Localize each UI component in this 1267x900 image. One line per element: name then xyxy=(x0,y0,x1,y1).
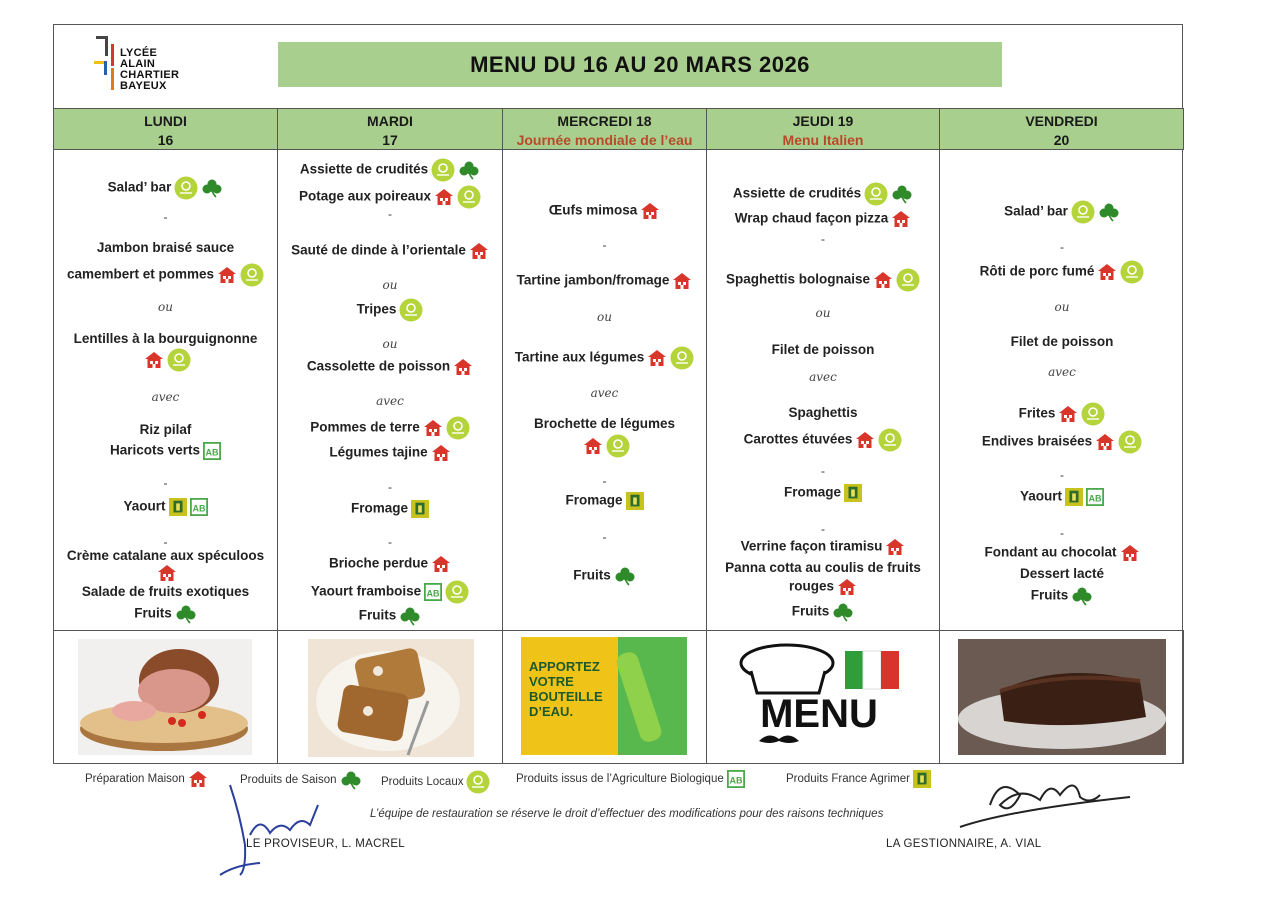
conjunction: ou xyxy=(1054,300,1070,314)
menu-item: Assiette de crudités xyxy=(278,158,502,182)
local-product-icon xyxy=(1081,402,1105,426)
menu-item: Dessert lacté xyxy=(1019,566,1105,581)
image-cell-monday xyxy=(53,631,277,763)
menu-item: Fromage xyxy=(707,484,939,502)
chocolate-cake-photo-image xyxy=(940,631,1184,763)
school-line-4: BAYEUX xyxy=(120,80,167,92)
menu-item: Œufs mimosa xyxy=(503,202,706,220)
menu-item: Brioche perdue xyxy=(278,555,502,573)
menu-item: Yaourt xyxy=(940,488,1184,506)
menu-item: Tartine jambon/fromage xyxy=(503,272,706,290)
menu-item: Filet de poisson xyxy=(1010,334,1114,349)
house-icon xyxy=(1120,544,1140,562)
menu-item: Tripes xyxy=(278,298,502,322)
menu-item: Rôti de porc fumé xyxy=(940,260,1184,284)
menu-item: Salad’ bar xyxy=(54,176,277,200)
image-cell-wednesday xyxy=(502,631,706,763)
day-date: 20 xyxy=(1053,132,1070,148)
local-product-icon xyxy=(174,176,198,200)
day-theme: Journée mondiale de l’eau xyxy=(516,132,693,148)
menu-item: Haricots verts xyxy=(54,442,277,460)
house-icon xyxy=(837,578,857,596)
conjunction: avec xyxy=(1048,365,1076,379)
house-icon xyxy=(434,188,454,206)
clover-icon xyxy=(614,566,636,586)
menu-item: Brochette de légumes xyxy=(533,416,676,431)
menu-word: MENU xyxy=(760,692,878,736)
image-cell-thursday xyxy=(706,631,939,763)
menu-item: Fruits xyxy=(503,566,706,586)
local-product-icon xyxy=(445,580,469,604)
poster-line-2: VOTRE xyxy=(529,674,574,689)
menu-item: Sauté de dinde à l’orientale xyxy=(278,242,502,260)
local-product-icon xyxy=(896,268,920,292)
menu-item: Potage aux poireaux xyxy=(278,185,502,209)
separator: - xyxy=(1060,526,1064,540)
organic-ab-icon xyxy=(1086,488,1104,506)
separator: - xyxy=(821,232,825,246)
separator: - xyxy=(821,522,825,536)
menu-item: rouges xyxy=(707,578,939,596)
clover-icon xyxy=(458,160,480,180)
menu-item: Assiette de crudités xyxy=(707,182,939,206)
day-header-thursday xyxy=(706,108,940,150)
organic-ab-icon xyxy=(424,583,442,601)
menu-item: Spaghettis bolognaise xyxy=(707,268,939,292)
school-name xyxy=(120,48,179,92)
school-line-2: ALAIN xyxy=(120,58,156,70)
local-product-icon xyxy=(399,298,423,322)
menu-item: Fruits xyxy=(278,606,502,626)
legend-saison: Produits de Saison xyxy=(240,770,362,790)
local-product-icon xyxy=(1071,200,1095,224)
image-cell-tuesday xyxy=(277,631,502,763)
day-name: JEUDI 19 xyxy=(792,113,854,129)
organic-ab-icon xyxy=(190,498,208,516)
local-product-icon xyxy=(670,346,694,370)
day-header-tuesday xyxy=(277,108,503,150)
conjunction: avec xyxy=(376,394,404,408)
proviseur-signature-image xyxy=(200,775,340,885)
local-product-icon xyxy=(606,434,630,458)
signature-proviseur: LE PROVISEUR, L. MACREL xyxy=(246,838,405,850)
local-product-icon xyxy=(1120,260,1144,284)
house-icon xyxy=(1058,405,1078,423)
menu-item: Frites xyxy=(940,402,1184,426)
house-icon xyxy=(431,444,451,462)
house-icon xyxy=(855,431,875,449)
column-tuesday xyxy=(277,150,502,630)
legend-bio: Produits issus de l’Agriculture Biologique xyxy=(516,770,745,788)
house-icon xyxy=(157,564,177,582)
legend-locaux: Produits Locaux xyxy=(381,770,490,794)
menu-item-icons xyxy=(54,348,277,372)
clover-icon xyxy=(832,602,854,622)
local-product-icon xyxy=(1118,430,1142,454)
france-agrimer-icon xyxy=(844,484,862,502)
separator: - xyxy=(388,535,392,549)
menu-item: Panna cotta au coulis de fruits xyxy=(725,560,921,575)
school-logo xyxy=(92,34,202,94)
menu-item: Fromage xyxy=(278,500,502,518)
organic-ab-icon xyxy=(727,770,745,788)
local-product-icon xyxy=(878,428,902,452)
france-agrimer-icon xyxy=(169,498,187,516)
menu-item: Lentilles à la bourguignonne xyxy=(73,331,258,346)
conjunction: ou xyxy=(815,306,831,320)
clover-icon xyxy=(1098,202,1120,222)
separator: - xyxy=(1060,468,1064,482)
menu-item: Pommes de terre xyxy=(278,416,502,440)
organic-ab-icon xyxy=(203,442,221,460)
day-name: LUNDI xyxy=(144,113,187,129)
column-monday xyxy=(53,150,277,630)
separator: - xyxy=(163,210,168,224)
column-thursday xyxy=(706,150,939,630)
france-agrimer-icon xyxy=(913,770,931,788)
local-product-icon xyxy=(431,158,455,182)
menu-item: Salade de fruits exotiques xyxy=(81,584,250,599)
legend-maison: Préparation Maison xyxy=(85,770,208,788)
conjunction: ou xyxy=(382,278,398,292)
house-icon xyxy=(647,349,667,367)
day-date: 17 xyxy=(382,132,398,148)
local-product-icon xyxy=(864,182,888,206)
menu-item: Spaghettis xyxy=(788,405,858,420)
poster-line-4: D’EAU. xyxy=(529,704,574,719)
menu-item: Fruits xyxy=(54,604,277,624)
local-product-icon xyxy=(457,185,481,209)
conjunction: ou xyxy=(158,300,173,314)
house-icon xyxy=(1095,433,1115,451)
conjunction: avec xyxy=(809,370,837,384)
house-icon xyxy=(885,538,905,556)
brioche-photo-image xyxy=(278,631,503,763)
day-date: 16 xyxy=(157,132,174,148)
menu-item: Tartine aux légumes xyxy=(503,346,706,370)
ham-photo-image xyxy=(54,631,278,763)
day-header-wednesday xyxy=(502,108,707,150)
poster-line-1: APPORTEZ xyxy=(529,659,600,674)
menu-item: Endives braisées xyxy=(940,430,1184,454)
local-product-icon xyxy=(167,348,191,372)
house-icon xyxy=(672,272,692,290)
menu-grid xyxy=(53,108,1184,763)
day-name: VENDREDI xyxy=(1025,113,1098,129)
menu-item: Fruits xyxy=(707,602,939,622)
local-product-icon xyxy=(466,770,490,794)
house-icon xyxy=(873,271,893,289)
conjunction: ou xyxy=(597,310,612,324)
menu-item: Jambon braisé sauce xyxy=(96,240,235,255)
menu-item: Fromage xyxy=(503,492,706,510)
separator: - xyxy=(602,238,607,252)
day-header-monday xyxy=(53,108,278,150)
house-icon xyxy=(1097,263,1117,281)
house-icon xyxy=(453,358,473,376)
menu-item-icons xyxy=(503,434,706,458)
column-friday xyxy=(939,150,1184,630)
separator: - xyxy=(821,464,825,478)
separator: - xyxy=(602,474,607,488)
school-line-1: LYCÉE xyxy=(120,47,158,59)
day-name: MARDI xyxy=(367,113,413,129)
day-theme: Menu Italien xyxy=(782,132,864,148)
menu-item: Cassolette de poisson xyxy=(278,358,502,376)
house-icon xyxy=(891,210,911,228)
france-agrimer-icon xyxy=(626,492,644,510)
separator: - xyxy=(163,535,168,549)
clover-icon xyxy=(1071,586,1093,606)
menu-item: Wrap chaud façon pizza xyxy=(707,210,939,228)
menu-item: camembert et pommes xyxy=(54,263,277,287)
menu-item: Yaourt framboise xyxy=(278,580,502,604)
day-name: MERCREDI 18 xyxy=(557,113,652,129)
house-icon xyxy=(217,266,237,284)
separator: - xyxy=(388,207,392,221)
column-wednesday xyxy=(502,150,706,630)
menu-item-icons xyxy=(54,564,277,582)
gestionnaire-signature-image xyxy=(950,765,1140,840)
water-bottle-poster-image xyxy=(503,631,707,763)
menu-item: Salad’ bar xyxy=(940,200,1184,224)
menu-item: Légumes tajine xyxy=(278,444,502,462)
separator: - xyxy=(602,530,607,544)
house-icon xyxy=(469,242,489,260)
conjunction: avec xyxy=(590,386,619,400)
separator: - xyxy=(1060,240,1064,254)
image-cell-friday xyxy=(939,631,1184,763)
house-icon xyxy=(144,351,164,369)
local-product-icon xyxy=(240,263,264,287)
menu-item: Yaourt xyxy=(54,498,277,516)
clover-icon xyxy=(891,184,913,204)
menu-item: Fondant au chocolat xyxy=(940,544,1184,562)
clover-icon xyxy=(175,604,197,624)
clover-icon xyxy=(340,770,362,790)
house-icon xyxy=(583,437,603,455)
conjunction: ou xyxy=(382,337,398,351)
disclaimer: L’équipe de restauration se réserve le droit d’effectuer des modifications pour des raisons techniques xyxy=(370,808,884,820)
italian-menu-image xyxy=(707,631,940,763)
france-agrimer-icon xyxy=(1065,488,1083,506)
house-icon xyxy=(640,202,660,220)
separator: - xyxy=(163,476,168,490)
menu-item: Carottes étuvées xyxy=(707,428,939,452)
poster-line-3: BOUTEILLE xyxy=(529,689,603,704)
image-row xyxy=(53,630,1184,764)
page-title: MENU DU 16 AU 20 MARS 2026 xyxy=(470,51,810,77)
menu-item: Crème catalane aux spéculoos xyxy=(66,548,265,563)
title-banner xyxy=(278,42,1002,87)
menu-item: Riz pilaf xyxy=(139,422,192,437)
school-line-3: CHARTIER xyxy=(120,69,180,81)
local-product-icon xyxy=(446,416,470,440)
clover-icon xyxy=(399,606,421,626)
france-agrimer-icon xyxy=(411,500,429,518)
clover-icon xyxy=(201,178,223,198)
conjunction: avec xyxy=(151,390,180,404)
menu-item: Fruits xyxy=(940,586,1184,606)
day-header-friday xyxy=(939,108,1184,150)
house-icon xyxy=(431,555,451,573)
logo-bars-icon xyxy=(92,34,122,94)
menu-item: Filet de poisson xyxy=(771,342,875,357)
house-icon xyxy=(423,419,443,437)
signature-gestionnaire: LA GESTIONNAIRE, A. VIAL xyxy=(886,838,1042,850)
separator: - xyxy=(388,480,392,494)
menu-item: Verrine façon tiramisu xyxy=(707,538,939,556)
legend-agrimer: Produits France Agrimer xyxy=(786,770,931,788)
